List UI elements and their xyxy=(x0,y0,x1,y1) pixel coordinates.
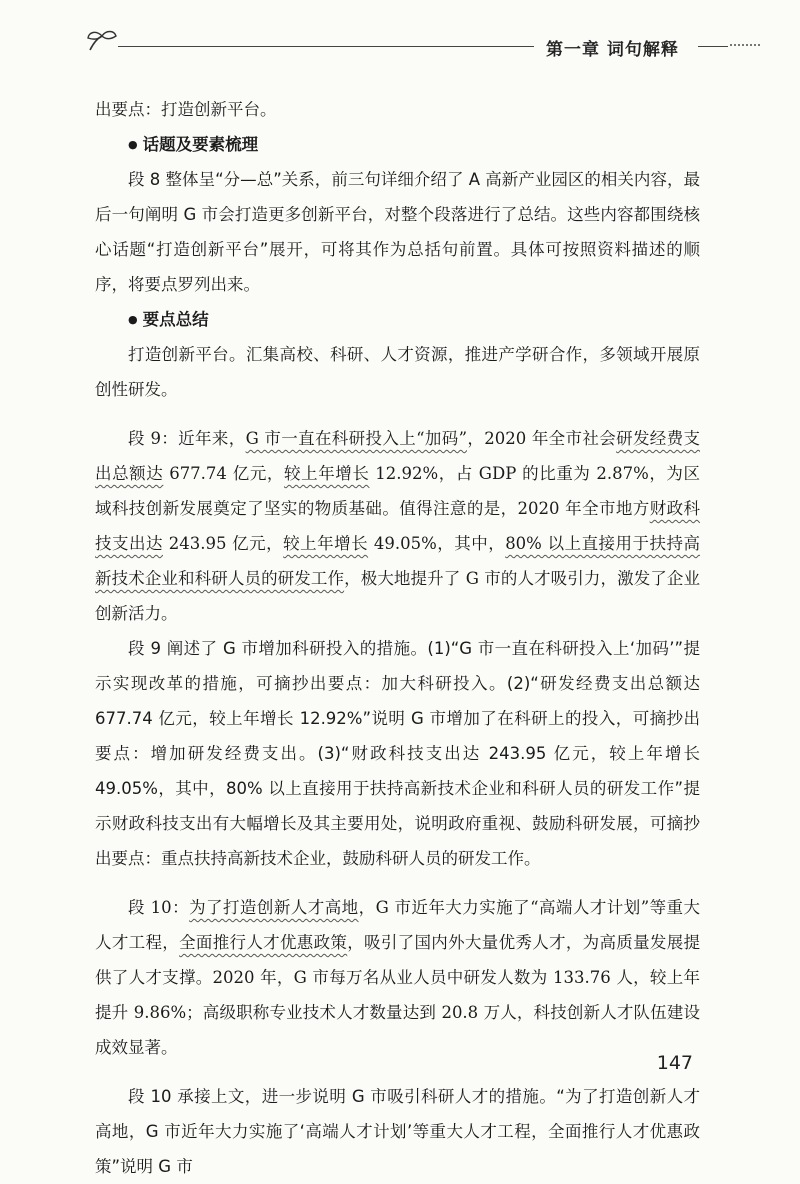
paragraph: 出要点：打造创新平台。 xyxy=(95,100,277,119)
highlighted-text: G 市一直在科研投入上“加码” xyxy=(245,429,468,448)
highlighted-text: 较上年增长 xyxy=(283,534,369,553)
paragraph: 段 9 阐述了 G 市增加科研投入的措施。(1)“G 市一直在科研投入上‘加码’”提示实现改革的措施，可摘抄出要点：加大科研投入。(2)“研发经费支出总额达 677.74 亿元，较上年增长 12.92%”说明 G 市增加了在科研上的投入，可摘抄出要点：增加研发经费支出。(3)“财政科技支出达 243.95 亿元，较上年增长 49.05%，其中，80% 以上直接用于扶持高新技术企业和科研人员的研发工作”提示财政科技支出有大幅增长及其主要用处，说明政府重视、鼓励科研发展，可摘抄出要点：重点扶持高新技术企业，鼓励科研人员的研发工作。 xyxy=(95,639,700,868)
highlighted-text: 全面推行人才优惠政策 xyxy=(179,933,348,952)
page-body xyxy=(95,92,700,1184)
chapter-title: 第一章 词句解释 xyxy=(546,40,679,60)
header-rule-right xyxy=(698,46,728,47)
header-rule-left xyxy=(118,46,534,47)
highlighted-text: 较上年增长 xyxy=(284,464,370,483)
highlighted-text: 为了打造创新人才高地 xyxy=(189,898,359,917)
section-heading: ● 要点总结 xyxy=(95,302,700,337)
page-number: 147 xyxy=(656,1052,693,1074)
paragraph: 段 10 承接上文，进一步说明 G 市吸引科研人才的措施。“为了打造创新人才高地，G 市近年大力实施了‘高端人才计划’等重大人才工程，全面推行人才优惠政策”说明 G 市 xyxy=(95,1087,700,1176)
highlighted-text: 财政科技支出达 xyxy=(95,499,700,553)
paragraph: 打造创新平台。汇集高校、科研、人才资源，推进产学研合作，多领域开展原创性研发。 xyxy=(95,345,700,399)
header-rule-dots xyxy=(730,44,760,46)
source-paragraph: 段 10：为了打造创新人才高地，G 市近年大力实施了“高端人才计划”等重大人才工程，全面推行人才优惠政策，吸引了国内外大量优秀人才，为高质量发展提供了人才支撑。2020 年，G 市每万名从业人员中研发人数为 133.76 人，较上年提升 9.86%；高级职称专业技术人才数量达到 20.8 万人，科技创新人才队伍建设成效显著。 xyxy=(95,898,701,1057)
source-paragraph: 段 9：近年来，G 市一直在科研投入上“加码”，2020 年全市社会研发经费支出总额达 677.74 亿元，较上年增长 12.92%，占 GDP 的比重为 2.87%，为区域科技创新发展奠定了坚实的物质基础。值得注意的是，2020 年全市地方财政科技支出达 243.95 亿元，较上年增长 49.05%，其中，80% 以上直接用于扶持高新技术企业和科研人员的研发工作，极大地提升了 G 市的人才吸引力，激发了企业创新活力。 xyxy=(95,429,701,623)
page-header xyxy=(0,0,800,80)
leaf-icon xyxy=(86,28,118,54)
highlighted-text: 研发经费支出总额达 xyxy=(95,429,701,483)
paragraph: 段 8 整体呈“分—总”关系，前三句详细介绍了 A 高新产业园区的相关内容，最后一句阐明 G 市会打造更多创新平台，对整个段落进行了总结。这些内容都围绕核心话题“打造创新平台”展开，可将其作为总括句前置。具体可按照资料描述的顺序，将要点罗列出来。 xyxy=(95,170,700,294)
section-heading: ● 话题及要素梳理 xyxy=(95,127,700,162)
highlighted-text: 80% 以上直接用于扶持高新技术企业和科研人员的研发工作 xyxy=(95,534,701,588)
